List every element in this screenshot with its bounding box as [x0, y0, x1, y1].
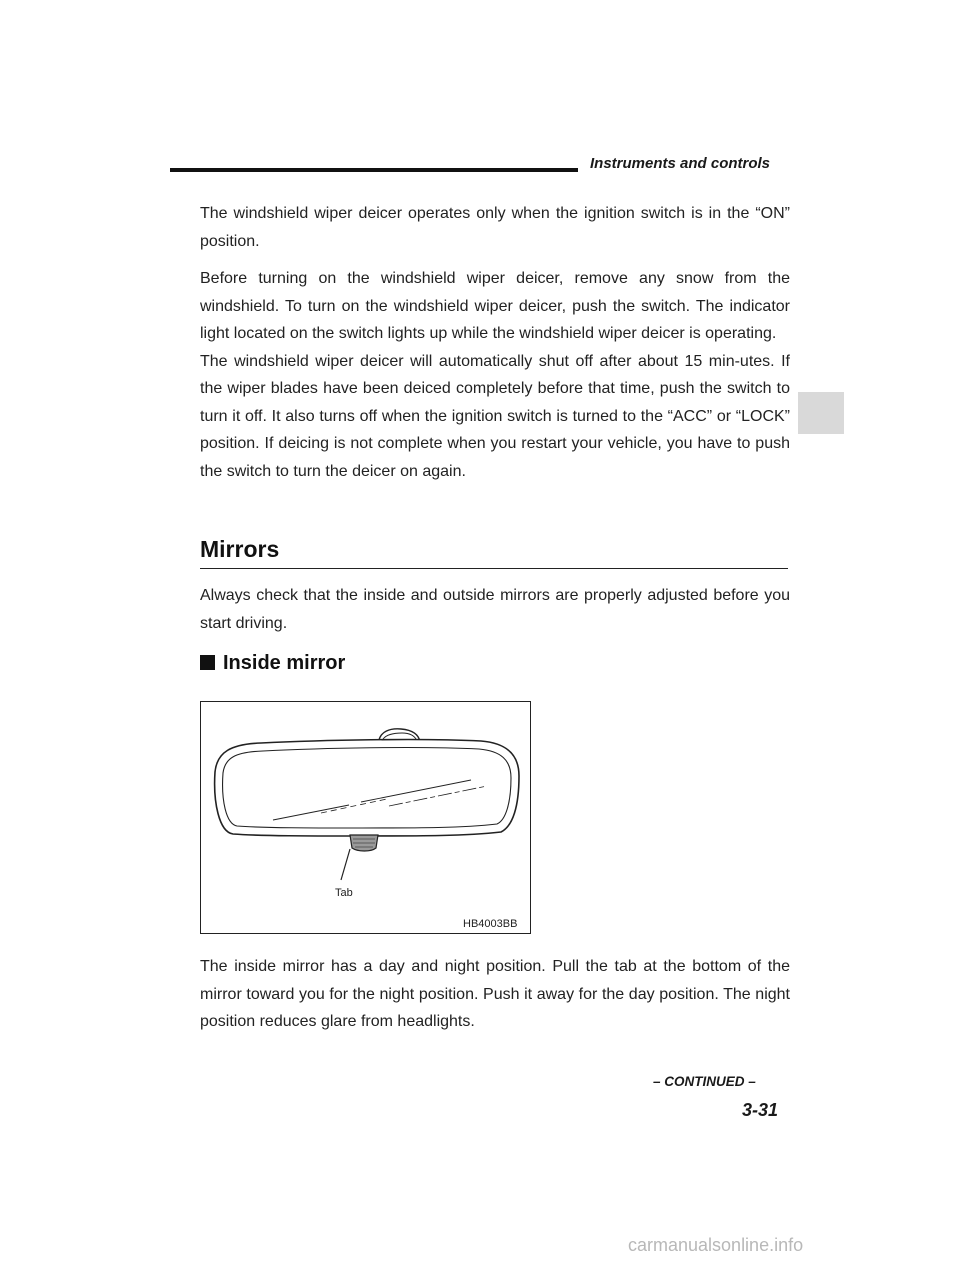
intro-text: [200, 200, 790, 485]
continued-label: – CONTINUED –: [653, 1074, 756, 1089]
figure-code: HB4003BB: [463, 918, 518, 930]
watermark: carmanualsonline.info: [628, 1235, 804, 1255]
subsection-heading: [200, 652, 345, 675]
header-rule: [170, 168, 578, 172]
mirrors-intro-paragraph: Always check that the inside and outside mirrors are properly adjusted before you start driving.: [200, 587, 790, 632]
callout-tab-label: Tab: [335, 887, 353, 899]
rearview-mirror-illustration: [201, 702, 532, 935]
section-heading-mirrors: [200, 536, 788, 569]
paragraph-shut-off: The windshield wiper deicer will automatically shut off after about 15 min-utes. If the wiper blades have been deiced completely before that time, push the switch to turn it off. It also turns off when the ignition switch is turned to the “ACC” or “LOCK” position. If deicing is not complete when you restart your vehicle, you have to push the switch to turn the deicer on again.: [200, 352, 790, 480]
square-bullet-icon: [200, 655, 215, 670]
paragraph-turn-on: Before turning on the windshield wiper deicer, remove any snow from the windshield. To turn on the windshield wiper deicer, push the switch. The indicator light located on the switch lights up while the windshield wiper deicer is operating.: [200, 270, 790, 342]
running-header: Instruments and controls: [590, 155, 771, 172]
paragraph-ignition: The windshield wiper deicer operates only when the ignition switch is in the “ON” position.: [200, 205, 790, 250]
inside-mirror-description: [200, 953, 790, 1036]
chapter-tab-marker: [798, 392, 844, 434]
section-title: Mirrors: [200, 536, 280, 562]
subsection-title: Inside mirror: [223, 652, 346, 674]
page-number: 3-31: [742, 1100, 779, 1120]
inside-mirror-paragraph: The inside mirror has a day and night position. Pull the tab at the bottom of the mirror toward you for the night position. Push it away for the day position. The night position reduces glare from headlights.: [200, 958, 790, 1030]
section-intro: [200, 582, 790, 637]
inside-mirror-figure: [200, 701, 531, 934]
